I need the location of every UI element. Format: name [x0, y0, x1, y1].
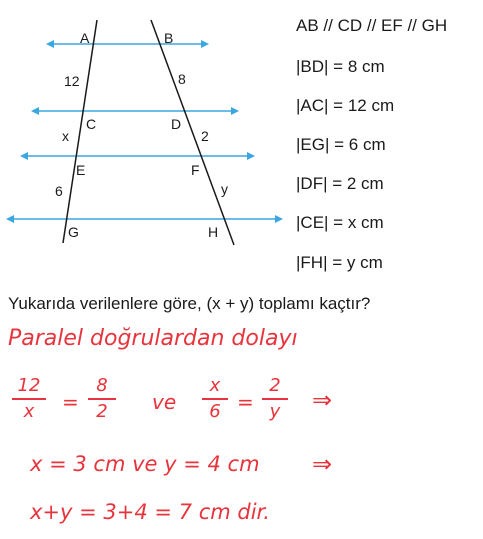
given-BD: |BD| = 8 cm [296, 57, 385, 76]
point-label-G: G [68, 224, 79, 240]
fraction-x-over-6 [202, 376, 228, 422]
fraction-numerator: x [209, 375, 221, 396]
fraction-bar [12, 398, 46, 400]
point-label-A: A [80, 30, 90, 46]
given-FH: |FH| = y cm [296, 253, 383, 272]
given-DF: |DF| = 2 cm [296, 174, 384, 193]
given-EG: |EG| = 6 cm [296, 135, 386, 154]
fraction-bar [88, 398, 116, 400]
equals-sign: = [237, 390, 254, 414]
fraction-12-over-x [12, 376, 46, 422]
fraction-denominator: 2 [96, 401, 108, 422]
point-label-C: C [86, 116, 97, 132]
solution-reason: Paralel doğrulardan dolayı [8, 326, 298, 351]
fraction-bar [202, 398, 228, 400]
point-label-B: B [164, 30, 174, 46]
given-CE: |CE| = x cm [296, 213, 384, 232]
fraction-denominator: x [23, 401, 35, 422]
fraction-8-over-2 [88, 376, 116, 422]
implies-arrow-icon: ⇒ [312, 386, 333, 414]
point-label-D: D [171, 116, 182, 132]
point-label-E: E [76, 162, 86, 178]
fraction-numerator: 2 [269, 375, 281, 396]
connector-ve: ve [152, 390, 177, 414]
fraction-numerator: 12 [17, 375, 41, 396]
point-label-H: H [208, 224, 219, 240]
segment-label-AC: 12 [64, 73, 80, 89]
fraction-denominator: y [269, 401, 281, 422]
segment-label-BD: 8 [178, 71, 186, 87]
parallel-lines-figure [0, 0, 290, 280]
fraction-numerator: 8 [96, 375, 108, 396]
question-text: Yukarıda verilenlere göre, (x + y) toplamı kaçtır? [8, 294, 371, 313]
implies-arrow-icon: ⇒ [312, 450, 333, 478]
solution-values: x = 3 cm ve y = 4 cm [30, 452, 260, 476]
point-label-F: F [191, 162, 200, 178]
segment-label-FH: y [221, 181, 228, 197]
given-parallel-statement: AB // CD // EF // GH [296, 16, 448, 35]
solution-result: x+y = 3+4 = 7 cm dir. [30, 500, 270, 524]
fraction-bar [262, 398, 288, 400]
fraction-2-over-y [262, 376, 288, 422]
segment-label-CE: x [62, 128, 69, 144]
segment-label-EG: 6 [55, 183, 63, 199]
segment-label-DF: 2 [201, 128, 209, 144]
given-AC: |AC| = 12 cm [296, 96, 395, 115]
fraction-denominator: 6 [209, 401, 221, 422]
equals-sign: = [62, 390, 79, 414]
transversal-right [151, 20, 234, 245]
